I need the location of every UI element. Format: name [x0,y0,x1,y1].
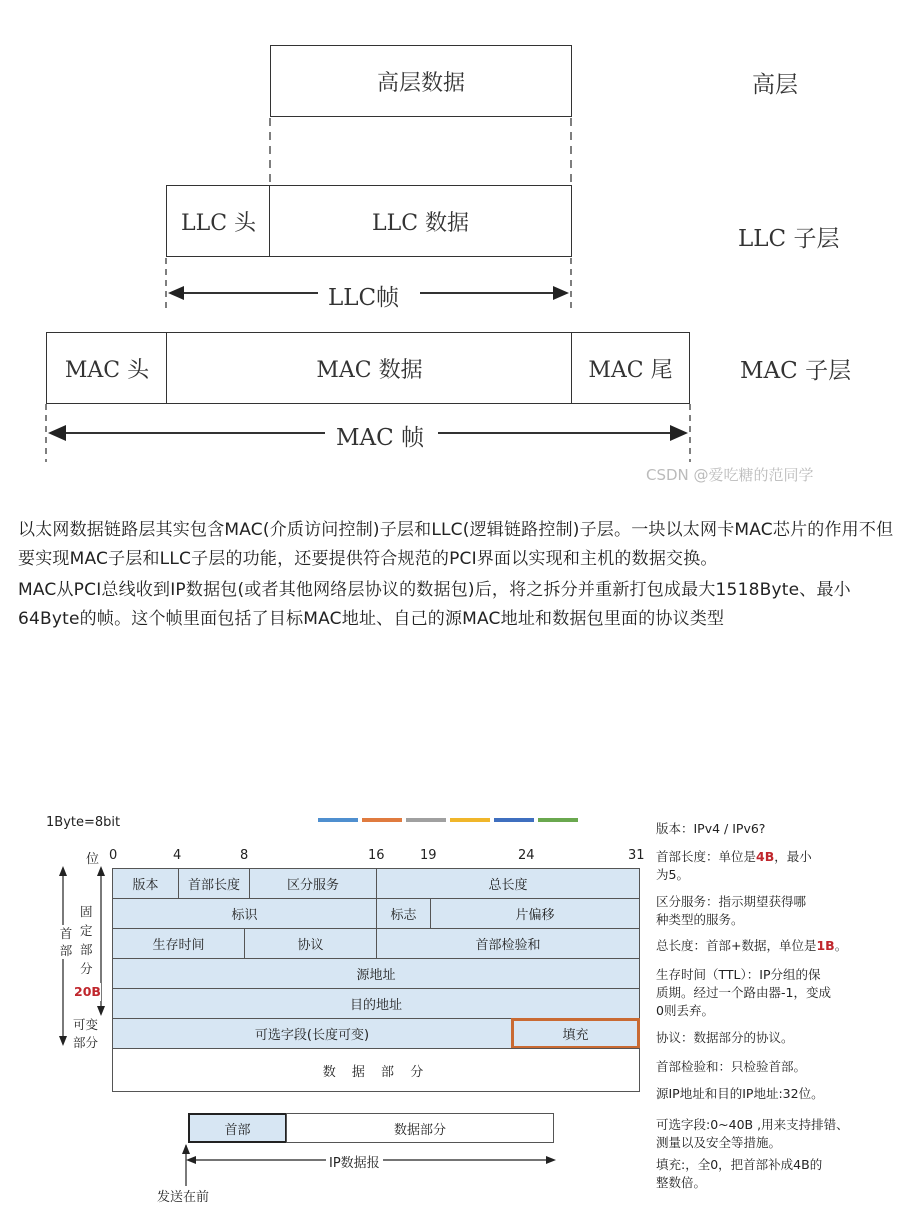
layer-llc-label: LLC 子层 [738,226,840,252]
note-tos-b: 种类型的服务。 [656,912,744,927]
note-ttl-b: 质期。经过一个路由器-1，变成 [656,985,831,1000]
note-version: 版本：IPv4 / IPv6? [656,821,766,836]
cell-data: 数 据 部 分 [112,1048,640,1092]
paragraph-2: MAC从PCI总线收到IP数据包(或者其他网络层协议的数据包)后，将之拆分并重新打包成最大1518Byte、最小64Byte的帧。这个帧里面包括了目标MAC地址、自己的源MAC地址和数据包里面的协议类型 [18,580,851,629]
llc-frame-label: LLC帧 [328,285,400,311]
bottom-header-box: 首部 [188,1113,287,1143]
cell-tos: 区分服务 [249,868,377,899]
note-tos-a: 区分服务：指示期望获得哪 [656,894,807,909]
note-padding [656,1156,822,1192]
tick-24: 24 [518,848,535,863]
note-hlen-a: 首部长度：单位是 [656,849,757,864]
mac-data-box: MAC 数据 [166,332,573,404]
bottom-data-box: 数据部分 [286,1113,554,1143]
cell-checksum: 首部检验和 [376,928,640,959]
cell-destination-address: 目的地址 [112,988,640,1019]
label-variable-1: 可变 [73,1017,99,1032]
bit-label: 位 [86,852,100,867]
mac-tail-box: MAC 尾 [571,332,690,404]
cell-flags: 标志 [376,898,431,929]
paragraph-1: 以太网数据链路层其实包含MAC(介质访问控制)子层和LLC(逻辑链路控制)子层。一块以太网卡MAC芯片的作用不但要实现MAC子层和LLC子层的功能，还要提供符合规范的PCI界面以实现和主机的数据交换。 [18,520,894,569]
label-variable-2: 部分 [73,1035,99,1050]
label-header: 首部 [59,926,73,958]
ip-datagram-label: IP数据报 [326,1152,383,1171]
note-address: 源IP地址和目的IP地址:32位。 [656,1086,824,1101]
cell-identification: 标识 [112,898,377,929]
upper-data-box: 高层数据 [270,45,572,117]
label-20b: 20B [74,984,101,999]
note-total-b: 1B [816,938,835,953]
layer-upper-label: 高层 [752,72,798,98]
note-ttl [656,966,831,1020]
tick-4: 4 [173,848,182,863]
note-total-a: 总长度：首部+数据，单位是 [656,938,817,953]
cell-source-address: 源地址 [112,958,640,989]
note-ttl-c: 0则丢弃。 [656,1003,714,1018]
llc-head-box: LLC 头 [166,185,271,257]
csdn-watermark: CSDN @爱吃糖的范同学 [646,466,814,484]
send-first-label: 发送在前 [157,1190,210,1205]
note-hlen-c: ，最小 [774,849,812,864]
note-header-length [656,848,812,884]
tick-31: 31 [628,848,645,863]
note-total-c: 。 [834,938,848,953]
cell-protocol: 协议 [244,928,377,959]
tick-0: 0 [109,848,118,863]
note-checksum: 首部检验和：只检验首部。 [656,1059,807,1074]
label-fixed-part: 固定部分 [80,902,96,978]
cell-ttl: 生存时间 [112,928,245,959]
note-tos [656,893,806,929]
note-opt-a: 可选字段:0~40B ,用来支持排错、 [656,1117,849,1132]
mac-frame-label: MAC 帧 [336,425,425,451]
mac-head-box: MAC 头 [46,332,168,404]
note-hlen-d: 为5。 [656,867,689,882]
note-pad-a: 填充:，全0，把首部补成4B的 [656,1157,823,1172]
note-protocol: 协议：数据部分的协议。 [656,1030,794,1045]
note-hlen-b: 4B [756,849,775,864]
tick-16: 16 [368,848,385,863]
cell-version: 版本 [112,868,179,899]
note-options [656,1116,849,1152]
llc-data-box: LLC 数据 [269,185,572,257]
note-total-length [656,937,847,955]
cell-fragment-offset: 片偏移 [430,898,640,929]
cell-padding: 填充 [511,1018,640,1049]
note-opt-b: 测量以及安全等措施。 [656,1135,782,1150]
cell-options: 可选字段(长度可变) [112,1018,512,1049]
note-ttl-a: 生存时间（TTL）：IP分组的保 [656,967,821,982]
tick-19: 19 [420,848,437,863]
tick-8: 8 [240,848,249,863]
cell-total-length: 总长度 [376,868,640,899]
cell-header-length: 首部长度 [178,868,250,899]
layer-mac-label: MAC 子层 [740,358,852,384]
byte-note: 1Byte=8bit [46,815,121,830]
note-pad-b: 整数倍。 [656,1175,707,1190]
